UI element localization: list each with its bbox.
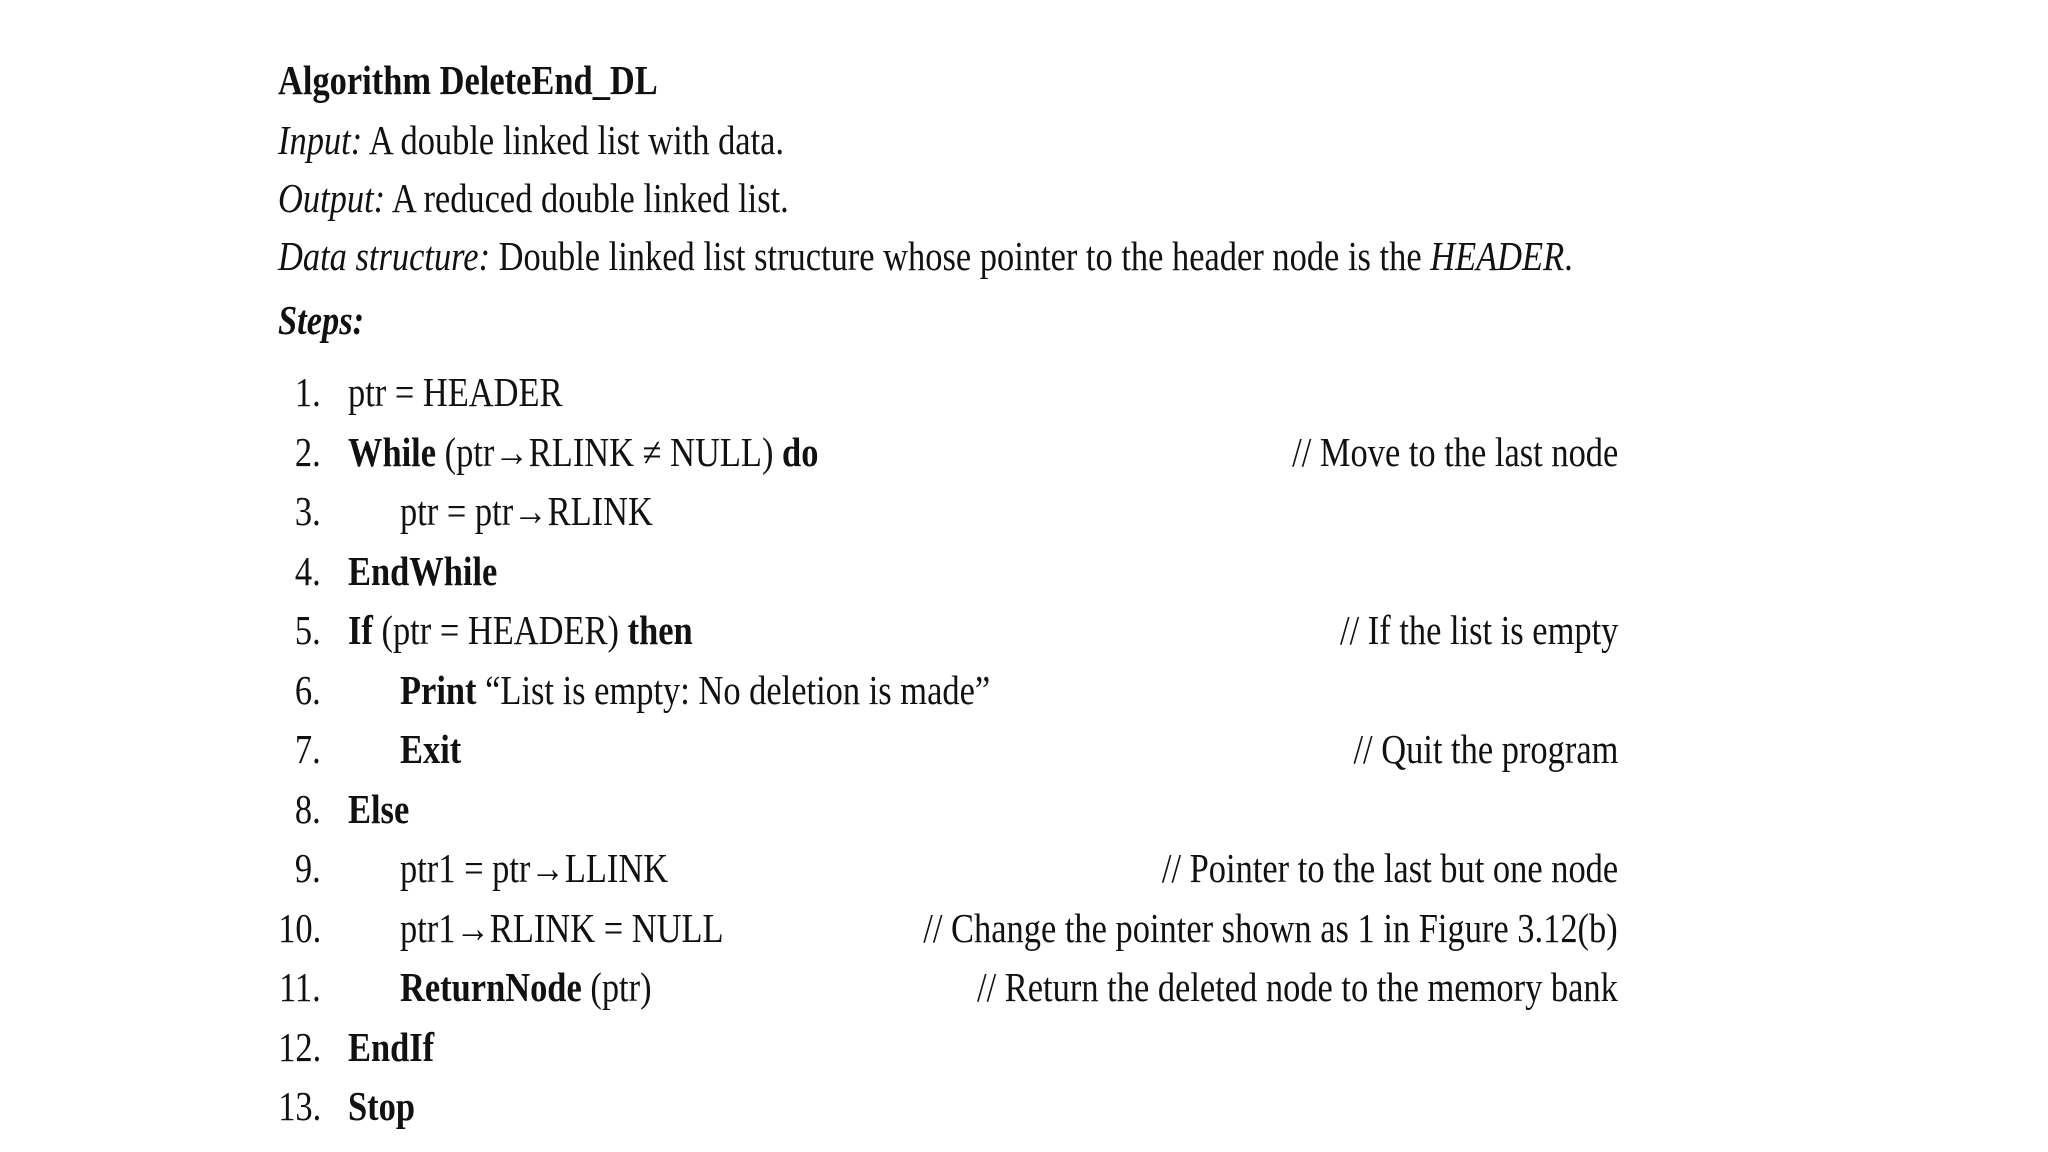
step-code: [400, 487, 653, 535]
step-comment: // If the list is empty: [1339, 607, 1618, 653]
step-code: [400, 844, 668, 892]
step-code: [348, 547, 497, 595]
step-row: [278, 1023, 1618, 1075]
step-number: 12.: [277, 1023, 321, 1070]
step-number: 13.: [277, 1083, 321, 1129]
step-keyword: Print: [400, 666, 477, 713]
step-comment: // Quit the program: [1353, 726, 1618, 772]
algorithm-title: Algorithm DeleteEnd_DL: [278, 57, 658, 103]
step-row: [278, 844, 1618, 896]
step-number: 10.: [277, 904, 321, 951]
step-comment: // Move to the last node: [1291, 428, 1618, 475]
step-text: ptr = ptr→RLINK: [400, 488, 653, 534]
step-text: (ptr→RLINK ≠ NULL): [436, 428, 783, 475]
data-structure-text: Double linked list structure whose pointer to the header node is the: [498, 233, 1431, 279]
output-label: Output:: [278, 175, 386, 221]
input-label: Input:: [278, 117, 363, 163]
step-number: 7.: [295, 726, 321, 772]
step-keyword: Else: [348, 785, 410, 832]
steps-heading: Steps:: [278, 297, 365, 343]
step-code: [400, 963, 652, 1011]
step-text: (ptr = HEADER): [372, 607, 628, 653]
output-line: [278, 174, 789, 222]
step-number: 11.: [279, 964, 321, 1010]
step-row: [278, 666, 1618, 718]
step-keyword-end: do: [782, 428, 819, 475]
step-code: [348, 428, 818, 476]
step-row: [278, 606, 1618, 658]
step-row: [278, 1082, 1618, 1134]
input-line: [278, 116, 784, 164]
step-row: [278, 428, 1618, 480]
data-structure-end: .: [1564, 233, 1573, 279]
step-text: (ptr): [581, 964, 652, 1010]
step-text: ptr1 = ptr→LLINK: [400, 845, 669, 891]
step-number: 5.: [295, 607, 321, 653]
output-text: A reduced double linked list.: [391, 175, 789, 221]
step-comment: // Return the deleted node to the memory bank: [977, 964, 1618, 1010]
step-number: 3.: [295, 488, 321, 534]
step-number: 1.: [295, 369, 321, 415]
step-keyword: While: [348, 428, 437, 475]
step-comment: // Pointer to the last but one node: [1161, 845, 1618, 891]
step-number: 8.: [295, 785, 321, 832]
step-row: [278, 904, 1618, 956]
step-row: [278, 368, 1618, 420]
step-row: [278, 963, 1618, 1015]
data-structure-emphasis: HEADER: [1430, 233, 1565, 279]
step-number: 2.: [295, 428, 321, 475]
step-code: [400, 666, 990, 714]
step-code: [400, 904, 724, 952]
step-number: 6.: [295, 666, 321, 713]
step-text: ptr = HEADER: [348, 369, 563, 415]
data-structure-label: Data structure:: [278, 233, 491, 279]
step-text: ptr1→RLINK = NULL: [400, 904, 724, 951]
step-keyword: Stop: [348, 1083, 416, 1129]
step-row: [278, 487, 1618, 539]
step-code: [348, 785, 409, 833]
data-structure-line: [278, 232, 1573, 280]
step-row: [278, 547, 1618, 599]
step-keyword-end: then: [627, 607, 693, 653]
step-number: 4.: [295, 547, 321, 594]
step-comment: // Change the pointer shown as 1 in Figure 3.12(b): [923, 904, 1618, 951]
step-text: “List is empty: No deletion is made”: [476, 666, 991, 713]
step-keyword: Exit: [400, 726, 462, 772]
step-number: 9.: [295, 845, 321, 891]
input-text: A double linked list with data.: [368, 117, 785, 163]
step-code: [348, 606, 693, 654]
step-keyword: If: [348, 607, 373, 653]
step-keyword: EndIf: [348, 1023, 435, 1070]
step-code: [348, 1023, 434, 1071]
step-keyword: ReturnNode: [400, 964, 582, 1010]
step-code: [348, 1082, 415, 1130]
step-keyword: EndWhile: [348, 547, 498, 594]
step-row: [278, 785, 1618, 837]
step-code: [348, 368, 563, 416]
step-code: [400, 725, 461, 773]
step-row: [278, 725, 1618, 777]
